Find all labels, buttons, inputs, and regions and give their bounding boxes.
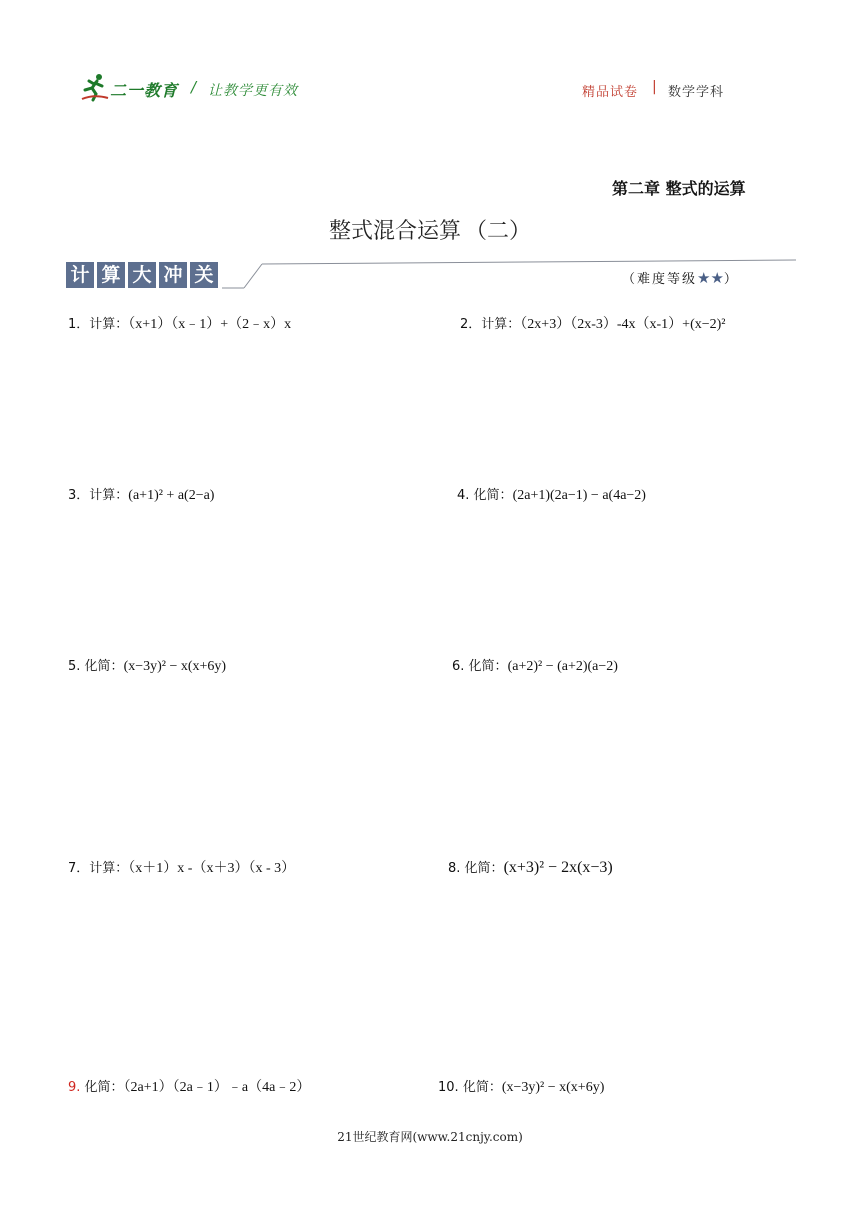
problem-label: 化简： [84,659,124,674]
banner-char: 算 [97,262,125,288]
problem-number: 10. [438,1080,463,1095]
problem-expression: (a+2)² − (a+2)(a−2) [507,659,618,674]
problem-number: 2． [460,317,482,332]
problem-number: 3． [68,488,90,503]
brand-slash: / [191,78,197,96]
problem-number: 8. [448,861,465,876]
problem-label: 计算： [89,861,129,876]
problem-1 [68,313,291,333]
problem-label: 化简： [462,1080,502,1095]
difficulty-rating [622,268,739,287]
header-separator: | [652,79,657,95]
problem-label: 化简： [464,861,504,876]
problem-expression: （x+1）（x﹣1）+（2﹣x）x [128,317,292,332]
problem-expression: (x+3)² − 2x(x−3) [503,859,613,876]
brand-slogan: 让教学更有效 [208,83,298,99]
banner-rule [0,0,860,300]
problem-expression: (2a+1)(2a−1) − a(4a−2) [512,488,646,503]
problem-label: 化简： [468,659,508,674]
problem-4 [457,484,646,504]
problem-number: 1． [68,317,90,332]
difficulty-prefix: （难度等级 [622,272,698,287]
problem-label: 化简： [473,488,513,503]
header-tag-subject: 数学学科 [668,85,725,100]
problem-number: 7． [68,861,90,876]
problem-3 [68,484,214,504]
banner-char: 冲 [159,262,187,288]
banner-char: 大 [128,262,156,288]
problem-expression: （2x+3）（2x-3）-4x（x-1）+(x−2)² [520,317,726,332]
problem-6 [452,655,618,675]
problem-label: 计算： [89,488,129,503]
problem-number: 6. [452,659,469,674]
problem-8 [448,857,613,877]
header-tag-premium: 精品试卷 [582,85,639,100]
star-icon: ★★ [697,269,724,287]
problem-5 [68,655,226,675]
section-banner [66,262,218,288]
chapter-title: 第二章 整式的运算 [612,179,746,198]
page-title-main: 整式混合运算 [328,219,461,244]
problem-expression: (a+1)² + a(2−a) [128,488,215,503]
page-footer: 21世纪教育网(www.21cnjy.com) [337,1130,523,1144]
problem-9 [68,1076,310,1096]
problem-10 [438,1076,604,1096]
problem-expression: （2a+1）（2a﹣1）﹣a（4a﹣2） [123,1080,311,1095]
difficulty-suffix: ） [723,272,739,287]
problem-label: 计算： [481,317,521,332]
brand-name: 二一教育 [110,81,179,100]
problem-expression: （x＋1）x -（x＋3）（x - 3） [128,861,296,876]
problem-number: 4. [457,488,474,503]
banner-char: 计 [66,262,94,288]
problem-expression: (x−3y)² − x(x+6y) [501,1080,605,1095]
problem-number: 9. [68,1080,85,1095]
problem-label: 计算： [89,317,129,332]
problem-7 [68,857,295,877]
banner-char: 关 [190,262,218,288]
problem-label: 化简： [84,1080,124,1095]
problem-number: 5. [68,659,85,674]
problem-2 [460,313,726,333]
problem-expression: (x−3y)² − x(x+6y) [123,659,227,674]
page-title-paren: （二） [465,219,532,244]
